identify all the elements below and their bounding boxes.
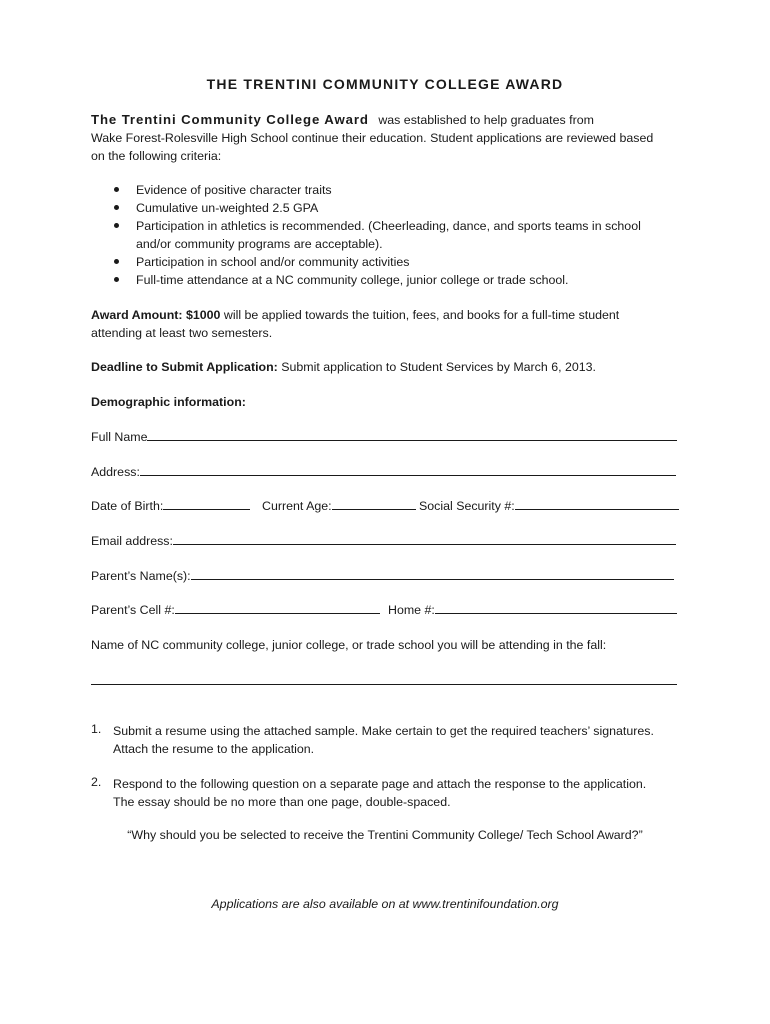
full-name-input-line[interactable]: [147, 428, 677, 441]
step-2: [91, 775, 691, 815]
home-phone-field[interactable]: [388, 601, 677, 617]
footer-note: Applications are also available on at www.trentinifoundation.org: [211, 897, 559, 911]
parent-cell-input-line[interactable]: [175, 601, 380, 614]
bullet-icon: [114, 205, 119, 210]
criteria-item: Participation in athletics is recommended. (Cheerleading, dance, and sports teams in school and/or community programs are acceptable).: [114, 217, 641, 253]
date-of-birth-field[interactable]: [91, 497, 250, 513]
intro-line-1: [91, 111, 594, 129]
award-amount-text: will be applied towards the tuition, fees, and books for a full-time student: [220, 308, 620, 322]
award-amount-line-2: attending at least two semesters.: [91, 326, 273, 340]
criteria-list: [114, 181, 641, 289]
bullet-icon: [114, 223, 119, 228]
date-of-birth-label: Date of Birth:: [91, 499, 164, 513]
step-text: The essay should be no more than one page, double-spaced.: [113, 795, 451, 809]
criteria-item: Participation in school and/or community activities: [114, 253, 641, 271]
step-number: 2.: [91, 775, 102, 789]
address-input-line[interactable]: [140, 463, 676, 476]
social-security-field[interactable]: [419, 497, 679, 513]
step-text: Attach the resume to the application.: [113, 742, 315, 756]
bullet-icon: [114, 259, 119, 264]
parents-name-label: Parent’s Name(s):: [91, 569, 191, 583]
award-amount-line: [91, 306, 619, 324]
current-age-input-line[interactable]: [332, 497, 416, 510]
address-field[interactable]: [91, 463, 676, 479]
parent-cell-field[interactable]: [91, 601, 380, 617]
step-number: 1.: [91, 722, 102, 736]
criteria-item: Cumulative un-weighted 2.5 GPA: [114, 199, 641, 217]
social-security-input-line[interactable]: [515, 497, 679, 510]
address-label: Address:: [91, 465, 140, 479]
deadline-text: Submit application to Student Services by March 6, 2013.: [277, 360, 596, 374]
email-field[interactable]: [91, 532, 676, 548]
step-text: Submit a resume using the attached sample. Make certain to get the required teachers’ signatures.: [113, 724, 654, 738]
intro-text-1: was established to help graduates from: [378, 113, 594, 127]
deadline-line: [91, 358, 596, 376]
parent-cell-label: Parent’s Cell #:: [91, 603, 175, 617]
page-title: THE TRENTINI COMMUNITY COLLEGE AWARD: [206, 76, 564, 92]
deadline-label: Deadline to Submit Application:: [91, 360, 278, 374]
email-input-line[interactable]: [173, 532, 676, 545]
college-input-line[interactable]: [91, 684, 677, 685]
parents-name-field[interactable]: [91, 567, 674, 583]
current-age-field[interactable]: [262, 497, 416, 513]
email-label: Email address:: [91, 534, 173, 548]
current-age-label: Current Age:: [262, 499, 332, 513]
full-name-label: Full Name: [91, 430, 148, 444]
step-text: Respond to the following question on a separate page and attach the response to the application.: [113, 777, 647, 791]
essay-question: “Why should you be selected to receive the Trentini Community College/ Tech School Award?”: [127, 828, 643, 842]
home-phone-label: Home #:: [388, 603, 435, 617]
home-phone-input-line[interactable]: [435, 601, 677, 614]
bullet-icon: [114, 187, 119, 192]
step-1: [91, 722, 691, 762]
intro-line-3: on the following criteria:: [91, 149, 222, 163]
award-name: The Trentini Community College Award: [91, 112, 369, 127]
bullet-icon: [114, 277, 119, 282]
intro-line-2: Wake Forest-Rolesville High School continue their education. Student applications are reviewed based: [91, 131, 654, 145]
date-of-birth-input-line[interactable]: [163, 497, 250, 510]
criteria-item: Evidence of positive character traits: [114, 181, 641, 199]
social-security-label: Social Security #:: [419, 499, 515, 513]
criteria-item: Full-time attendance at a NC community college, junior college or trade school.: [114, 271, 641, 289]
parents-name-input-line[interactable]: [191, 567, 674, 580]
award-amount-label: Award Amount: $1000: [91, 308, 221, 322]
full-name-field[interactable]: [91, 428, 677, 444]
demographic-heading: Demographic information:: [91, 395, 246, 409]
college-question: Name of NC community college, junior college, or trade school you will be attending in the fall:: [91, 638, 607, 652]
